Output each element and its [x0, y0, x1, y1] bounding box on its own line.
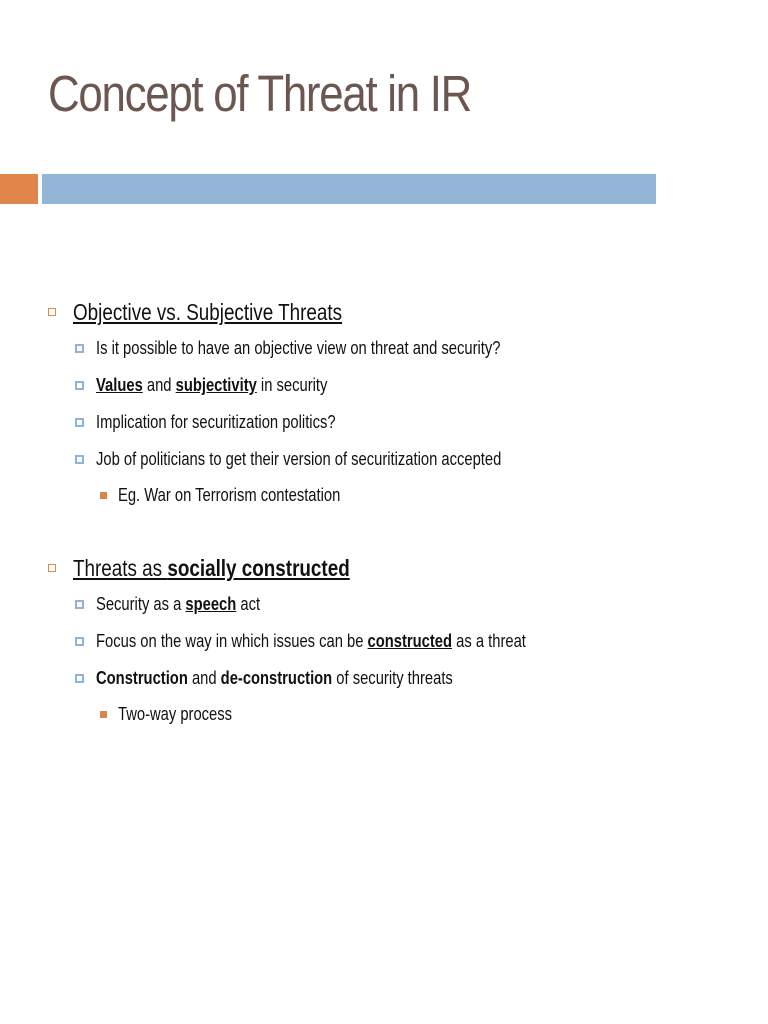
section-heading: Objective vs. Subjective Threats — [73, 299, 343, 325]
text-fragment: and — [187, 668, 221, 688]
emphasis-speech: speech — [185, 594, 237, 614]
bullet-level1 — [48, 550, 728, 586]
emphasis-constructed: constructed — [367, 631, 453, 651]
section-socially-constructed — [48, 550, 728, 731]
square-bullet-icon — [75, 418, 84, 427]
filled-square-bullet-icon — [100, 492, 107, 499]
hollow-square-bullet-icon — [48, 564, 56, 572]
square-bullet-icon — [75, 600, 84, 609]
bullet-text — [96, 586, 260, 623]
emphasis-socially-constructed: socially constructed — [167, 555, 350, 581]
bullet-level2 — [48, 660, 728, 697]
slide-content — [48, 294, 728, 769]
title-accent-orange-bar — [0, 174, 38, 204]
square-bullet-icon — [75, 674, 84, 683]
hollow-square-bullet-icon — [48, 308, 56, 316]
text-fragment: in security — [256, 375, 328, 395]
text-fragment: act — [236, 594, 261, 614]
slide-title: Concept of Threat in IR — [48, 65, 471, 122]
square-bullet-icon — [75, 381, 84, 390]
text-fragment: Focus on the way in which issues can be — [96, 631, 368, 651]
emphasis-de-construction: de-construction — [220, 668, 333, 688]
text-fragment: Threats as — [73, 555, 168, 581]
bullet-text — [96, 660, 453, 697]
text-fragment: as a threat — [452, 631, 526, 651]
section-heading — [73, 550, 350, 586]
bullet-level3 — [48, 697, 728, 731]
bullet-level2 — [48, 586, 728, 623]
bullet-text — [96, 367, 327, 404]
bullet-text: Implication for securitization politics? — [96, 412, 336, 432]
bullet-level3 — [48, 478, 728, 512]
bullet-level2 — [48, 330, 728, 367]
emphasis-subjectivity: subjectivity — [175, 375, 257, 395]
square-bullet-icon — [75, 455, 84, 464]
bullet-text: Job of politicians to get their version of securitization accepted — [96, 449, 502, 469]
bullet-text: Eg. War on Terrorism contestation — [118, 485, 341, 505]
filled-square-bullet-icon — [100, 711, 107, 718]
square-bullet-icon — [75, 344, 84, 353]
text-fragment: of security threats — [332, 668, 453, 688]
bullet-level2 — [48, 623, 728, 660]
section-objective-subjective — [48, 294, 728, 512]
title-accent-blue-bar — [42, 174, 656, 204]
bullet-level2 — [48, 367, 728, 404]
bullet-text: Two-way process — [118, 704, 233, 724]
bullet-level1 — [48, 294, 728, 330]
square-bullet-icon — [75, 637, 84, 646]
bullet-level2 — [48, 441, 728, 478]
text-fragment: and — [142, 375, 176, 395]
bullet-text — [96, 623, 526, 660]
bullet-level2 — [48, 404, 728, 441]
text-fragment: Security as a — [96, 594, 186, 614]
emphasis-construction: Construction — [96, 668, 188, 688]
emphasis-values: Values — [96, 375, 143, 395]
bullet-text: Is it possible to have an objective view on threat and security? — [96, 338, 501, 358]
